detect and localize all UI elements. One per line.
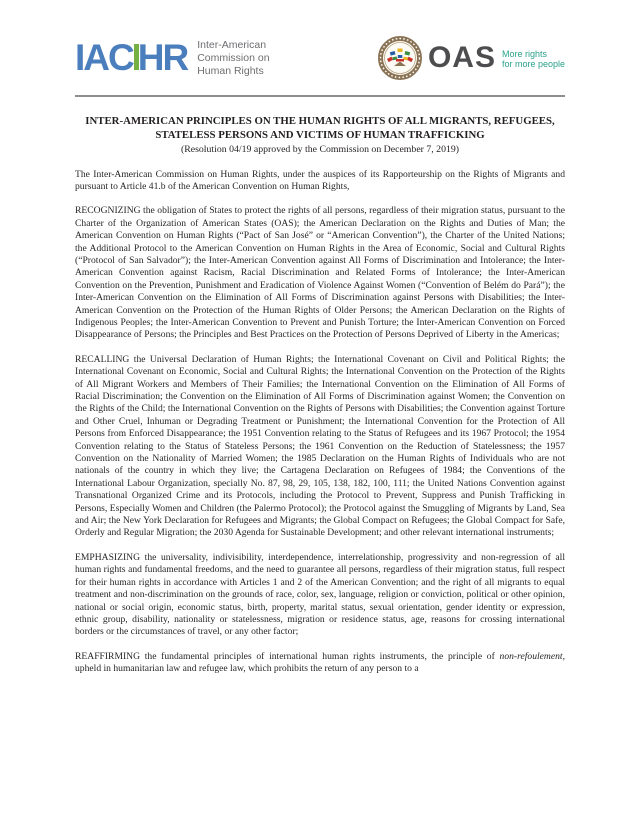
oas-logo [378,36,565,80]
header-divider [75,95,565,97]
paragraph [75,169,565,194]
oas-logotype: OAS [427,41,496,74]
oas-tagline [502,49,565,70]
oas-seal-icon [378,36,422,80]
iachr-logo [75,36,270,80]
iachr-logotype-left: IAC [75,37,133,78]
page-title [75,115,565,142]
oas-tagline-line: for more people [501,59,565,69]
paragraph-text: , upheld in humanitarian law and refugee law, which prohibits the return of any person to a [75,650,565,675]
iachr-subtitle-line: Human Rights [197,65,264,77]
paragraph [75,651,565,676]
page-header [75,36,565,86]
iachr-subtitle-line: Commission on [197,52,270,64]
resolution-subtitle: (Resolution 04/19 approved by the Commission on December 7, 2019) [180,143,460,155]
paragraph [75,205,565,341]
oas-tagline-line: More rights [501,48,547,59]
page-title-line: STATELESS PERSONS AND VICTIMS OF HUMAN TRAFFICKING [155,128,485,141]
paragraph-text: EMPHASIZING the universality, indivisibility, interdependence, interrelationship, progressivity and non-regression of all human rights and fundamental freedoms, and the need to guarantee all persons, regardless of their migration status, full respect for their human rights in accordance with Articles 1 and 2 of the American Convention; and the right of all migrants to equal treatment and non-discrimination on the grounds of race, color, sex, language, religion or conviction, political or other opinion, national or social origin, economic status, birth, property, marital status, sexual orientation, gender identity or expression, ethnic group, disability, nationality or statelessness, migration or residence status, age, reasons for crossing international borders or the circumstances of travel, or any other factor; [75,551,565,638]
paragraph [75,552,565,639]
title-block [75,115,565,156]
page-title-line: INTER-AMERICAN PRINCIPLES ON THE HUMAN RIGHTS OF ALL MIGRANTS, REFUGEES, [85,115,555,127]
document-body [75,169,565,676]
iachr-logotype [75,36,187,80]
paragraph-text: RECOGNIZING the obligation of States to protect the rights of all persons, regardless of their migration status, pursuant to the Charter of the Organization of American States (OAS); the American Declaration on the Rights and Duties of Man; the American Convention on Human Rights (“Pact of San José” or “American Convention”), the Charter of the United Nations; the Additional Protocol to the American Convention on Human Rights in the Area of Economic, Social and Cultural Rights (“Protocol of San Salvador”); the Inter-American Convention against All Forms of Discrimination and Intolerance; the Inter-American Convention against Racism, Racial Discrimination and Related Forms of Intolerance; the Inter-American Convention on the Prevention, Punishment and Eradication of Violence Against Women (“Convention of Belém do Pará”); the Inter-American Convention on the Elimination of All Forms of Discrimination against Persons with Disabilities; the Inter-American Convention on the Protection of the Human Rights of Older Persons; the American Declaration on the Rights of Indigenous Peoples; the Inter-American Convention to Prevent and Punish Torture; the Inter-American Convention on Forced Disappearance of Persons; the Principles and Best Practices on the Protection of Persons Deprived of Liberty in the Americas; [75,205,565,341]
paragraph-text: REAFFIRMING the fundamental principles of international human rights instruments, the principle of [75,650,500,662]
paragraph-text: RECALLING the Universal Declaration of Human Rights; the International Covenant on Civil and Political Rights; the International Covenant on Economic, Social and Cultural Rights; the International Convention on the Protection of the Rights of All Migrant Workers and Members of Their Families; the International Convention on the Elimination of All Forms of Racial Discrimination; the Convention on the Elimination of All Forms of Discrimination against Women; the Convention on the Rights of the Child; the International Convention on the Rights of Persons with Disabilities; the Convention against Torture and Other Cruel, Inhuman or Degrading Treatment or Punishment; the International Convention for the Protection of All Persons from Enforced Disappearance; the 1951 Convention relating to the Status of Refugees and its 1967 Protocol; the 1954 Convention relating to the Status of Stateless Persons; the 1961 Convention on the Reduction of Statelessness; the 1957 Convention on the Nationality of Married Women; the 1985 Declaration on the Human Rights of Individuals who are not nationals of the country in which they live; the Cartagena Declaration on Refugees of 1984; the Conventions of the International Labour Organization, specially No. 87, 98, 29, 105, 138, 182, 100, 111; the United Nations Convention against Transnational Organized Crime and its Protocols, including the Protocol to Prevent, Suppress and Punish Trafficking in Persons, Especially Women and Children (the Palermo Protocol); the Protocol against the Smuggling of Migrants by Land, Sea and Air; the New York Declaration for Refugees and Migrants; the Global Compact on Refugees; the Global Compact for Safe, Orderly and Regular Migration; the 2030 Agenda for Sustainable Development; and other relevant international instruments; [75,353,565,539]
iachr-logotype-right: HR [137,37,188,78]
iachr-logo-subtitle [197,39,269,78]
paragraph-text: non-refoulement [499,650,563,662]
paragraph-text: The Inter-American Commission on Human Rights, under the auspices of its Rapporteurship on the Rights of Migrants and pursuant to Article 41.b of the American Convention on Human Rights, [75,168,565,192]
paragraph [75,354,565,540]
iachr-subtitle-line: Inter-American [197,39,267,51]
